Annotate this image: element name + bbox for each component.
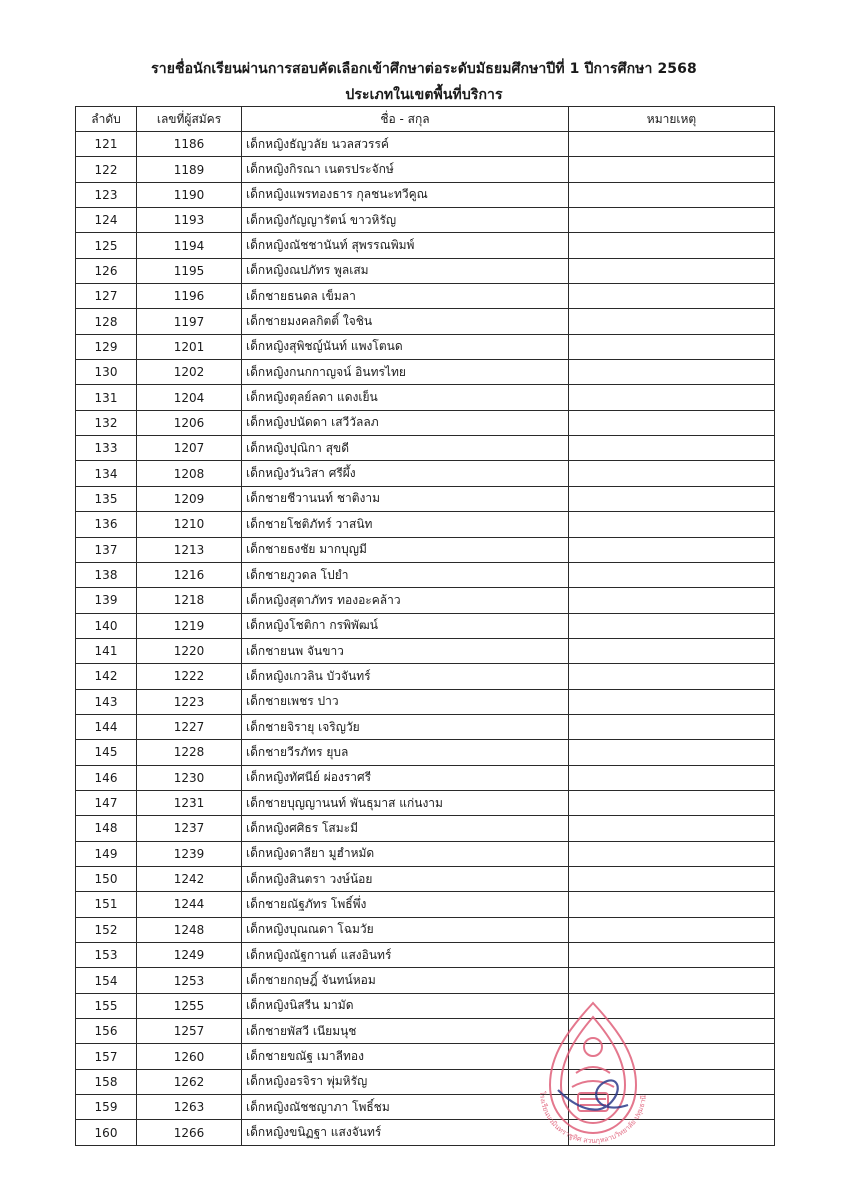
- name-cell: เด็กหญิงบุณณดา โฉมวัย: [242, 917, 569, 942]
- order-cell: 141: [76, 638, 137, 663]
- remarks-cell: [569, 613, 775, 638]
- order-cell: 142: [76, 664, 137, 689]
- name-cell: เด็กหญิงสุพิชญ์นันท์ แพงโตนด: [242, 334, 569, 359]
- remarks-cell: [569, 512, 775, 537]
- table-row: [76, 233, 775, 258]
- name-cell: เด็กหญิงตุลย์ลดา แดงเย็น: [242, 385, 569, 410]
- table-body: [76, 132, 775, 1146]
- order-cell: 126: [76, 258, 137, 283]
- name-cell: เด็กชายขณัฐ เมาลีทอง: [242, 1044, 569, 1069]
- applicant-number-cell: 1227: [137, 714, 242, 739]
- remarks-cell: [569, 714, 775, 739]
- remarks-cell: [569, 182, 775, 207]
- name-cell: เด็กหญิงปนัดดา เสวีวัลลภ: [242, 410, 569, 435]
- table-row: [76, 208, 775, 233]
- name-cell: เด็กหญิงปุณิกา สุขดี: [242, 436, 569, 461]
- name-cell: เด็กชายพัสวี เนียมนุช: [242, 1019, 569, 1044]
- table-row: [76, 1095, 775, 1120]
- table-row: [76, 258, 775, 283]
- name-cell: เด็กชายณัฐภัทร โพธิ์พึ่ง: [242, 892, 569, 917]
- remarks-cell: [569, 436, 775, 461]
- table-row: [76, 993, 775, 1018]
- remarks-cell: [569, 334, 775, 359]
- remarks-cell: [569, 284, 775, 309]
- name-cell: เด็กชายธงชัย มากบุญมี: [242, 537, 569, 562]
- order-cell: 151: [76, 892, 137, 917]
- remarks-cell: [569, 664, 775, 689]
- remarks-cell: [569, 410, 775, 435]
- name-cell: เด็กหญิงแพรทองธาร กุลชนะทวีคูณ: [242, 182, 569, 207]
- applicant-number-cell: 1219: [137, 613, 242, 638]
- order-cell: 152: [76, 917, 137, 942]
- order-cell: 149: [76, 841, 137, 866]
- applicant-number-cell: 1202: [137, 360, 242, 385]
- applicant-number-cell: 1222: [137, 664, 242, 689]
- order-cell: 156: [76, 1019, 137, 1044]
- table-row: [76, 1044, 775, 1069]
- remarks-cell: [569, 588, 775, 613]
- name-cell: เด็กหญิงณัชชญาภา โพธิ์ชม: [242, 1095, 569, 1120]
- applicant-number-cell: 1218: [137, 588, 242, 613]
- name-cell: เด็กหญิงโชติกา กรพิพัฒน์: [242, 613, 569, 638]
- order-cell: 145: [76, 740, 137, 765]
- applicant-number-cell: 1196: [137, 284, 242, 309]
- order-cell: 144: [76, 714, 137, 739]
- applicant-number-cell: 1237: [137, 816, 242, 841]
- document-subtitle: ประเภทในเขตพื้นที่บริการ: [345, 87, 503, 103]
- header-remarks: หมายเหตุ: [569, 107, 775, 132]
- applicant-number-cell: 1260: [137, 1044, 242, 1069]
- applicant-number-cell: 1231: [137, 790, 242, 815]
- remarks-cell: [569, 740, 775, 765]
- order-cell: 148: [76, 816, 137, 841]
- table-row: [76, 765, 775, 790]
- applicant-number-cell: 1204: [137, 385, 242, 410]
- header-full-name: ชื่อ - สกุล: [242, 107, 569, 132]
- remarks-cell: [569, 309, 775, 334]
- table-row: [76, 664, 775, 689]
- table-row: [76, 385, 775, 410]
- student-roster-table: [75, 106, 775, 1146]
- order-cell: 136: [76, 512, 137, 537]
- name-cell: เด็กหญิงธัญวลัย นวลสวรรค์: [242, 132, 569, 157]
- applicant-number-cell: 1190: [137, 182, 242, 207]
- header-applicant-number: เลขที่ผู้สมัคร: [137, 107, 242, 132]
- remarks-cell: [569, 790, 775, 815]
- applicant-number-cell: 1195: [137, 258, 242, 283]
- remarks-cell: [569, 537, 775, 562]
- order-cell: 146: [76, 765, 137, 790]
- table-row: [76, 892, 775, 917]
- order-cell: 122: [76, 157, 137, 182]
- table-row: [76, 157, 775, 182]
- applicant-number-cell: 1253: [137, 968, 242, 993]
- table-row: [76, 410, 775, 435]
- remarks-cell: [569, 208, 775, 233]
- table-row: [76, 360, 775, 385]
- order-cell: 134: [76, 461, 137, 486]
- order-cell: 157: [76, 1044, 137, 1069]
- order-cell: 125: [76, 233, 137, 258]
- applicant-number-cell: 1206: [137, 410, 242, 435]
- applicant-number-cell: 1189: [137, 157, 242, 182]
- table-row: [76, 841, 775, 866]
- order-cell: 129: [76, 334, 137, 359]
- remarks-cell: [569, 816, 775, 841]
- remarks-cell: [569, 132, 775, 157]
- remarks-cell: [569, 461, 775, 486]
- remarks-cell: [569, 841, 775, 866]
- order-cell: 139: [76, 588, 137, 613]
- name-cell: เด็กหญิงดาลียา มูฮำหมัด: [242, 841, 569, 866]
- name-cell: เด็กหญิงณัฐกานต์ แสงอินทร์: [242, 943, 569, 968]
- applicant-number-cell: 1262: [137, 1069, 242, 1094]
- order-cell: 155: [76, 993, 137, 1018]
- table-row: [76, 537, 775, 562]
- order-cell: 121: [76, 132, 137, 157]
- applicant-number-cell: 1223: [137, 689, 242, 714]
- table-row: [76, 284, 775, 309]
- order-cell: 135: [76, 486, 137, 511]
- school-seal-stamp: [528, 995, 658, 1145]
- remarks-cell: [569, 892, 775, 917]
- applicant-number-cell: 1228: [137, 740, 242, 765]
- name-cell: เด็กชายธนดล เข็มลา: [242, 284, 569, 309]
- applicant-number-cell: 1186: [137, 132, 242, 157]
- name-cell: เด็กหญิงทัศนีย์ ผ่องราศรี: [242, 765, 569, 790]
- name-cell: เด็กหญิงนิสรีน มามัด: [242, 993, 569, 1018]
- table-row: [76, 638, 775, 663]
- order-cell: 130: [76, 360, 137, 385]
- table-row: [76, 790, 775, 815]
- order-cell: 127: [76, 284, 137, 309]
- name-cell: เด็กหญิงเกวลิน บัวจันทร์: [242, 664, 569, 689]
- applicant-number-cell: 1207: [137, 436, 242, 461]
- table-row: [76, 461, 775, 486]
- order-cell: 160: [76, 1120, 137, 1145]
- applicant-number-cell: 1230: [137, 765, 242, 790]
- table-row: [76, 866, 775, 891]
- remarks-cell: [569, 562, 775, 587]
- table-row: [76, 689, 775, 714]
- name-cell: เด็กหญิงสินตรา วงษ์น้อย: [242, 866, 569, 891]
- table-row: [76, 1069, 775, 1094]
- header-order: ลำดับ: [76, 107, 137, 132]
- remarks-cell: [569, 638, 775, 663]
- name-cell: เด็กหญิงณัชชานันท์ สุพรรณพิมพ์: [242, 233, 569, 258]
- applicant-number-cell: 1216: [137, 562, 242, 587]
- order-cell: 143: [76, 689, 137, 714]
- name-cell: เด็กหญิงกนกกาญจน์ อินทรไทย: [242, 360, 569, 385]
- applicant-number-cell: 1220: [137, 638, 242, 663]
- name-cell: เด็กหญิงขนิฏฐา แสงจันทร์: [242, 1120, 569, 1145]
- applicant-number-cell: 1208: [137, 461, 242, 486]
- order-cell: 123: [76, 182, 137, 207]
- name-cell: เด็กชายนพ จันขาว: [242, 638, 569, 663]
- table-row: [76, 486, 775, 511]
- applicant-number-cell: 1255: [137, 993, 242, 1018]
- order-cell: 159: [76, 1095, 137, 1120]
- seal-caption-path: โรงเรียนนวมินทราชูทิศ สวนกุหลาบวิทยาลัย ปทุมธานี: [537, 1090, 648, 1145]
- order-cell: 132: [76, 410, 137, 435]
- applicant-number-cell: 1194: [137, 233, 242, 258]
- order-cell: 150: [76, 866, 137, 891]
- name-cell: เด็กหญิงอรจิรา พุ่มหิรัญ: [242, 1069, 569, 1094]
- table-row: [76, 1019, 775, 1044]
- remarks-cell: [569, 233, 775, 258]
- table-row: [76, 816, 775, 841]
- order-cell: 133: [76, 436, 137, 461]
- name-cell: เด็กชายจิรายุ เจริญวัย: [242, 714, 569, 739]
- name-cell: เด็กหญิงณปภัทร พูลเสม: [242, 258, 569, 283]
- applicant-number-cell: 1242: [137, 866, 242, 891]
- applicant-number-cell: 1213: [137, 537, 242, 562]
- name-cell: เด็กชายภูวดล โปยำ: [242, 562, 569, 587]
- table-row: [76, 588, 775, 613]
- order-cell: 137: [76, 537, 137, 562]
- remarks-cell: [569, 943, 775, 968]
- table-row: [76, 613, 775, 638]
- table-row: [76, 436, 775, 461]
- table-header-row: [76, 107, 775, 132]
- applicant-number-cell: 1201: [137, 334, 242, 359]
- remarks-cell: [569, 765, 775, 790]
- applicant-number-cell: 1209: [137, 486, 242, 511]
- applicant-number-cell: 1210: [137, 512, 242, 537]
- remarks-cell: [569, 385, 775, 410]
- remarks-cell: [569, 917, 775, 942]
- applicant-number-cell: 1244: [137, 892, 242, 917]
- name-cell: เด็กหญิงสุตาภัทร ทองอะคล้าว: [242, 588, 569, 613]
- remarks-cell: [569, 486, 775, 511]
- order-cell: 138: [76, 562, 137, 587]
- remarks-cell: [569, 157, 775, 182]
- order-cell: 131: [76, 385, 137, 410]
- applicant-number-cell: 1197: [137, 309, 242, 334]
- order-cell: 128: [76, 309, 137, 334]
- table-row: [76, 740, 775, 765]
- remarks-cell: [569, 689, 775, 714]
- seal-emblem: [550, 1003, 636, 1133]
- table-row: [76, 968, 775, 993]
- remarks-cell: [569, 968, 775, 993]
- table-row: [76, 943, 775, 968]
- document-title: รายชื่อนักเรียนผ่านการสอบคัดเลือกเข้าศึกษาต่อระดับมัธยมศึกษาปีที่ 1 ปีการศึกษา 2568: [151, 61, 697, 77]
- table-row: [76, 132, 775, 157]
- order-cell: 124: [76, 208, 137, 233]
- applicant-number-cell: 1249: [137, 943, 242, 968]
- name-cell: เด็กชายโชติภัทร์ วาสนิท: [242, 512, 569, 537]
- table-row: [76, 309, 775, 334]
- applicant-number-cell: 1266: [137, 1120, 242, 1145]
- order-cell: 158: [76, 1069, 137, 1094]
- remarks-cell: [569, 866, 775, 891]
- name-cell: เด็กหญิงกัญญารัตน์ ขาวหิรัญ: [242, 208, 569, 233]
- applicant-number-cell: 1239: [137, 841, 242, 866]
- name-cell: เด็กชายเพชร ปาว: [242, 689, 569, 714]
- applicant-number-cell: 1263: [137, 1095, 242, 1120]
- name-cell: เด็กชายบุญญานนท์ พันธุมาส แก่นงาม: [242, 790, 569, 815]
- table-row: [76, 714, 775, 739]
- table-row: [76, 562, 775, 587]
- applicant-number-cell: 1248: [137, 917, 242, 942]
- table-row: [76, 512, 775, 537]
- name-cell: เด็กชายมงคลกิตติ์ ใจชิน: [242, 309, 569, 334]
- name-cell: เด็กชายกฤษฎิ์ จันทน์หอม: [242, 968, 569, 993]
- order-cell: 153: [76, 943, 137, 968]
- table-row: [76, 182, 775, 207]
- name-cell: เด็กชายวีรภัทร ยุบล: [242, 740, 569, 765]
- name-cell: เด็กหญิงวันวิสา ศรีผึ้ง: [242, 461, 569, 486]
- name-cell: เด็กหญิงกิรณา เนตรประจักษ์: [242, 157, 569, 182]
- table-row: [76, 1120, 775, 1145]
- remarks-cell: [569, 360, 775, 385]
- name-cell: เด็กหญิงศศิธร โสมะมี: [242, 816, 569, 841]
- order-cell: 154: [76, 968, 137, 993]
- applicant-number-cell: 1257: [137, 1019, 242, 1044]
- table-row: [76, 917, 775, 942]
- applicant-number-cell: 1193: [137, 208, 242, 233]
- order-cell: 147: [76, 790, 137, 815]
- order-cell: 140: [76, 613, 137, 638]
- remarks-cell: [569, 258, 775, 283]
- table-row: [76, 334, 775, 359]
- name-cell: เด็กชายชีวานนท์ ชาติงาม: [242, 486, 569, 511]
